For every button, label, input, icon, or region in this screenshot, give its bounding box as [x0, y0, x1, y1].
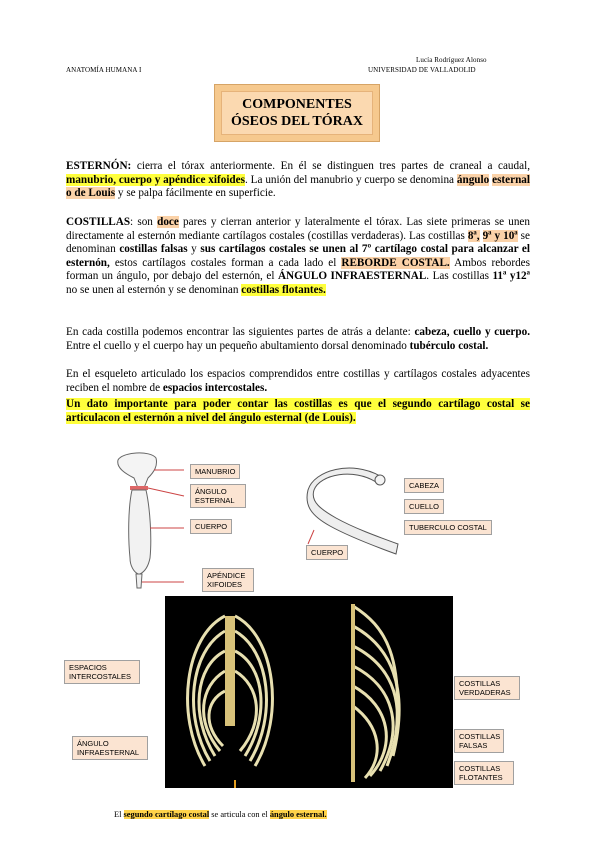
course-name: ANATOMÍA HUMANA I [66, 66, 142, 74]
label-cuerpo-costilla: CUERPO [306, 545, 348, 560]
highlight-flotantes: costillas flotantes. [241, 283, 326, 296]
esternon-label: ESTERNÓN: [66, 160, 132, 172]
highlight-reborde: REBORDE COSTAL. [341, 256, 450, 269]
figure-caption: El segundo cartílago costal se articula con el ángulo esternal. [114, 810, 327, 819]
label-angulo-esternal: ÁNGULO ESTERNAL [190, 484, 246, 508]
label-manubrio: MANUBRIO [190, 464, 240, 479]
label-flotantes: COSTILLAS FLOTANTES [454, 761, 514, 785]
label-verdaderas: COSTILLAS VERDADERAS [454, 676, 520, 700]
costillas-label: COSTILLAS [66, 216, 131, 228]
title-line-1: COMPONENTES [242, 97, 352, 112]
page-title [221, 91, 373, 135]
label-tuberculo: TUBERCULO COSTAL [404, 520, 492, 535]
university-name: UNIVERSIDAD DE VALLADOLID [368, 66, 476, 74]
label-angulo-infra: ÁNGULO INFRAESTERNAL [72, 736, 148, 760]
author-name: Lucía Rodríguez Alonso [416, 56, 487, 64]
highlight-angulo: ángulo [456, 173, 490, 186]
paragraph-espacios: En el esqueleto articulado los espacios comprendidos entre costillas y cartílagos costales adyacentes reciben el nombre de espacios intercostales. [66, 368, 530, 394]
label-cabeza: CABEZA [404, 478, 444, 493]
rib-illustration [304, 466, 404, 556]
label-espacios: ESPACIOS INTERCOSTALES [64, 660, 140, 684]
label-cuerpo-esternon: CUERPO [190, 519, 232, 534]
label-cuello: CUELLO [404, 499, 444, 514]
label-apendice: APÉNDICE XIFOIDES [202, 568, 254, 592]
thorax-photo [165, 596, 453, 788]
highlight-louis: esternal o de Louis [66, 173, 531, 200]
highlight-doce: doce [157, 216, 179, 228]
paragraph-esternon: ESTERNÓN: cierra el tórax anteriormente. En él se distinguen tres partes de craneal a caudal, manubrio, cuerpo y apéndice xifoides. La unión del manubrio y cuerpo se denomina ángulo esternal o de Louis y se palpa fácilmente en superficie. [66, 160, 531, 200]
paragraph-costillas: COSTILLAS: son doce pares y cierran anterior y lateralmente el tórax. Las siete primeras se unen directamente al esternón mediante cartílagos costales (costillas verdaderas). Las costillas 8ª, 9ª y 10ª se denominan costillas falsas y sus cartílagos costales se unen al 7º cartílago costal para alcanzar el esternón, estos cartílagos costales forman a cada lado el REBORDE COSTAL. Ambos rebordes forman un ángulo, por debajo del esternón, el ÁNGULO INFRAESTERNAL. Las costillas 11ª y12ª no se unen al esternón y se denominan costillas flotantes. [66, 216, 531, 296]
paragraph-dato [66, 398, 530, 425]
highlight-dato: Un dato importante para poder contar las costillas es que el segundo cartílago costal se articulacon el esternón a nivel del ángulo esternal (de Louis). [66, 398, 530, 424]
label-falsas: COSTILLAS FALSAS [454, 729, 504, 753]
title-line-2: ÓSEOS DEL TÓRAX [230, 114, 363, 129]
highlight-partes-esternon: manubrio, cuerpo y apéndice xifoides [66, 173, 245, 186]
title-box [214, 84, 380, 142]
paragraph-partes: En cada costilla podemos encontrar las siguientes partes de atrás a delante: cabeza, cuello y cuerpo. Entre el cuello y el cuerpo hay un pequeño abultamiento dorsal denominado tubérculo costal. [66, 326, 530, 352]
